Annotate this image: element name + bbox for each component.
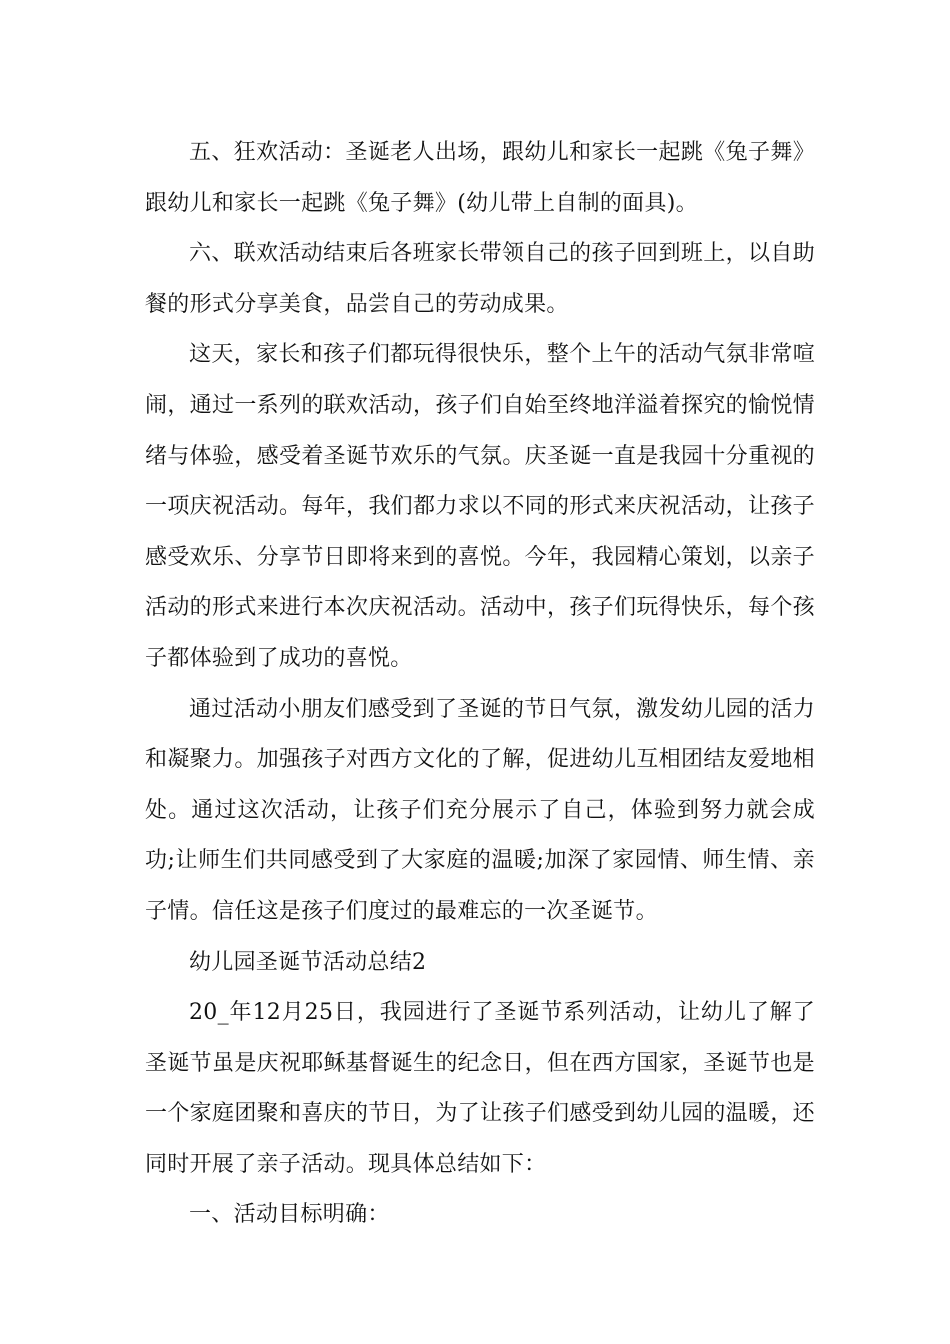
paragraph-summary: 通过活动小朋友们感受到了圣诞的节日气氛，激发幼儿园的活力和凝聚力。加强孩子对西方文化的了解，促进幼儿互相团结友爱地相处。通过这次活动，让孩子们充分展示了自己，体验到努力就会成功;让师生们共同感受到了大家庭的温暖;加深了家园情、师生情、亲子情。信任这是孩子们度过的最难忘的一次圣诞节。: [145, 696, 815, 924]
paragraph-carnival: 五、狂欢活动：圣诞老人出场，跟幼儿和家长一起跳《兔子舞》跟幼儿和家长一起跳《兔子舞》(幼儿带上自制的面具)。: [145, 140, 815, 216]
document-body: [145, 128, 815, 1241]
paragraph-buffet: 六、联欢活动结束后各班家长带领自己的孩子回到班上，以自助餐的形式分享美食，品尝自己的劳动成果。: [145, 241, 815, 317]
paragraph-celebration: 这天，家长和孩子们都玩得很快乐，整个上午的活动气氛非常喧闹，通过一系列的联欢活动，孩子们自始至终地洋溢着探究的愉悦情绪与体验，感受着圣诞节欢乐的气氛。庆圣诞一直是我园十分重视的一项庆祝活动。每年，我们都力求以不同的形式来庆祝活动，让孩子感受欢乐、分享节日即将来到的喜悦。今年，我园精心策划，以亲子活动的形式来进行本次庆祝活动。活动中，孩子们玩得快乐，每个孩子都体验到了成功的喜悦。: [145, 342, 815, 671]
section-heading: 幼儿园圣诞节活动总结2: [189, 949, 427, 975]
paragraph-goal: 一、活动目标明确：: [189, 1202, 390, 1228]
paragraph-intro: 20_年12月25日，我园进行了圣诞节系列活动，让幼儿了解了圣诞节虽是庆祝耶稣基督诞生的纪念日，但在西方国家，圣诞节也是一个家庭团聚和喜庆的节日，为了让孩子们感受到幼儿园的温暖，还同时开展了亲子活动。现具体总结如下：: [145, 1000, 815, 1177]
